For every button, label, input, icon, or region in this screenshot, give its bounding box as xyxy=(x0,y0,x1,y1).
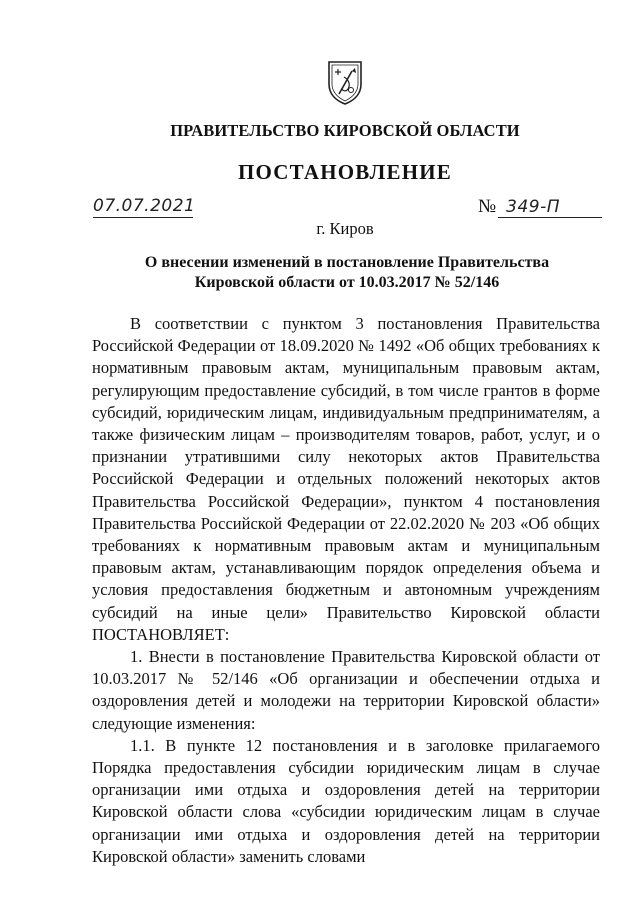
kirov-coat-of-arms-icon xyxy=(325,58,365,106)
document-type-title: ПОСТАНОВЛЕНИЕ xyxy=(237,160,453,184)
document-date xyxy=(93,196,195,216)
number-underline xyxy=(498,217,602,218)
document-number xyxy=(478,196,602,218)
subject-line: Кировской области от 10.03.2017 № 52/146 xyxy=(194,274,500,291)
city-label: г. Киров xyxy=(316,219,374,238)
number-sign: № xyxy=(478,196,497,217)
date-underline xyxy=(93,217,193,218)
body-paragraph: 1. Внести в постановление Правительства Кировской области от 10.03.2017 № 52/146 «Об организации и обеспечении отдыха и оздоровления детей и молодежи на территории Кировской области» следующие изменения: xyxy=(92,647,600,733)
number-value: 349-П xyxy=(506,197,561,217)
subject-line: О внесении изменений в постановление Правительства xyxy=(144,254,550,271)
body-paragraph: 1.1. В пункте 12 постановления и в заголовке прилагаемого Порядка предоставления субсидии юридическим лицам в случае организации ими отдыха и оздоровления детей на территории Кировской области слова «субсидии юридическим лицам в случае организации ими отдыха и оздоровления детей на территории Кировской области» заменить словами xyxy=(92,735,600,866)
organization-title: ПРАВИТЕЛЬСТВО КИРОВСКОЙ ОБЛАСТИ xyxy=(170,121,520,140)
document-subject xyxy=(92,253,602,293)
document-body xyxy=(92,313,600,868)
date-value: 07.07.2021 xyxy=(93,196,196,216)
body-paragraph: В соответствии с пунктом 3 постановления Правительства Российской Федерации от 18.09.2020 № 1492 «Об общих требованиях к нормативным правовым актам, муниципальным правовым актам, регулирующим предоставление субсидий, в том числе грантов в форме субсидий, юридическим лицам, индивидуальным предпринимателям, а также физическим лицам – производителям товаров, работ, услуг, и о признании утратившими силу некоторых актов Правительства Российской Федерации и отдельных положений некоторых актов Правительства Российской Федерации», пунктом 4 постановления Правительства Российской Федерации от 22.02.2020 № 203 «Об общих требованиях к нормативным правовым актам и муниципальным правовым актам, устанавливающим порядок определения объема и условия предоставления бюджетным и автономным учреждениям субсидий на иные цели» Правительство Кировской области ПОСТАНОВЛЯЕТ: xyxy=(92,314,600,644)
